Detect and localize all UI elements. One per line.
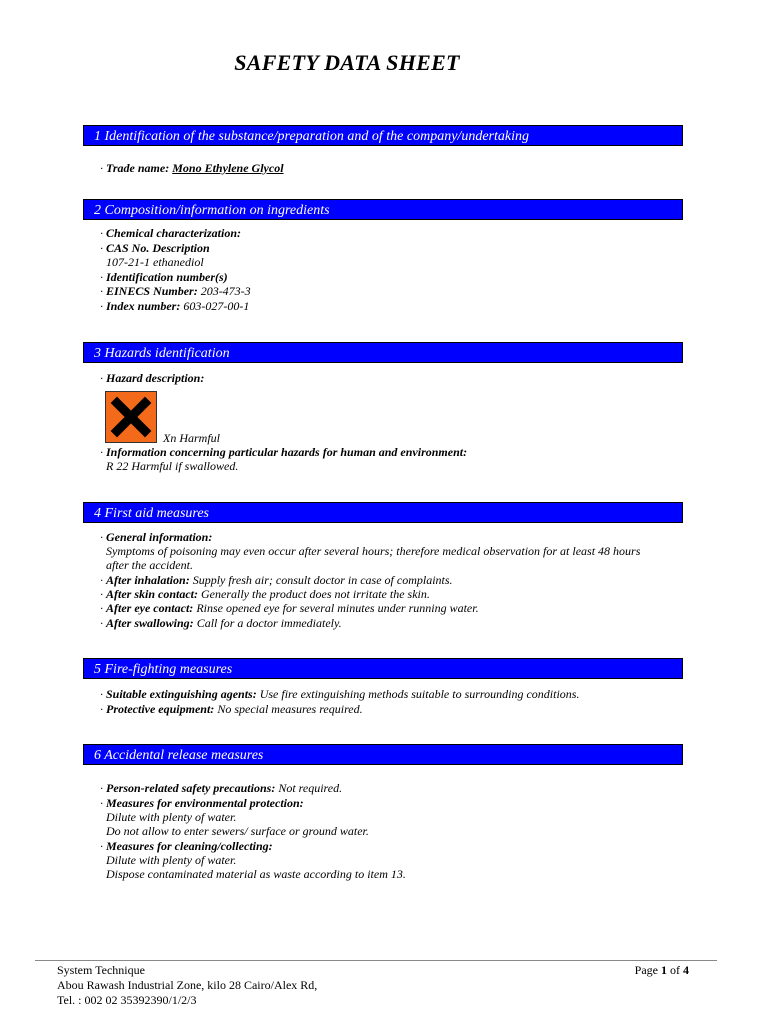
einecs-label: EINECS Number: bbox=[106, 284, 198, 298]
page-number: 1 bbox=[661, 963, 667, 977]
inhalation-value: Supply fresh air; consult doctor in case of complaints. bbox=[192, 573, 453, 587]
bullet: · bbox=[100, 601, 103, 615]
eye-line bbox=[100, 601, 479, 615]
footer-divider bbox=[35, 960, 717, 961]
hazard-symbol-caption: Xn Harmful bbox=[163, 431, 220, 445]
env-protection-line bbox=[100, 796, 304, 810]
general-info-text-1: Symptoms of poisoning may even occur after several hours; therefore medical observation for at least 48 hours bbox=[106, 544, 641, 558]
cleaning-text-1: Dilute with plenty of water. bbox=[106, 853, 237, 867]
person-precautions-label: Person-related safety precautions: bbox=[106, 781, 276, 795]
swallow-label: After swallowing: bbox=[106, 616, 194, 630]
trade-name-label: Trade name: bbox=[106, 161, 170, 175]
section-heading-3: 3 Hazards identification bbox=[83, 342, 683, 363]
footer-company: System Technique bbox=[57, 963, 145, 977]
bullet: · bbox=[100, 573, 103, 587]
extinguishing-value: Use fire extinguishing methods suitable to surrounding conditions. bbox=[259, 687, 580, 701]
section-heading-5: 5 Fire-fighting measures bbox=[83, 658, 683, 679]
section-heading-1: 1 Identification of the substance/preparation and of the company/undertaking bbox=[83, 125, 683, 146]
einecs-value: 203-473-3 bbox=[200, 284, 251, 298]
footer-address: Abou Rawash Industrial Zone, kilo 28 Cairo/Alex Rd, bbox=[57, 978, 318, 992]
cleaning-line bbox=[100, 839, 273, 853]
bullet: · bbox=[100, 284, 103, 298]
id-number-label: Identification number(s) bbox=[106, 270, 228, 284]
general-info-text-2: after the accident. bbox=[106, 558, 193, 572]
env-protection-label: Measures for environmental protection: bbox=[106, 796, 304, 810]
bullet: · bbox=[100, 241, 103, 255]
extinguishing-line bbox=[100, 687, 579, 701]
cleaning-text-2: Dispose contaminated material as waste according to item 13. bbox=[106, 867, 406, 881]
chem-char-label: Chemical characterization: bbox=[106, 226, 241, 240]
bullet: · bbox=[100, 616, 103, 630]
bullet: · bbox=[100, 371, 103, 385]
general-info-label: General information: bbox=[106, 530, 213, 544]
id-number-line bbox=[100, 270, 228, 284]
hazard-desc-label: Hazard description: bbox=[106, 371, 205, 385]
hazard-info-line bbox=[100, 445, 467, 459]
index-label: Index number: bbox=[106, 299, 181, 313]
skin-label: After skin contact: bbox=[106, 587, 198, 601]
protective-equipment-value: No special measures required. bbox=[217, 702, 363, 716]
bullet: · bbox=[100, 530, 103, 544]
skin-line bbox=[100, 587, 430, 601]
inhalation-line bbox=[100, 573, 453, 587]
index-value: 603-027-00-1 bbox=[183, 299, 250, 313]
bullet: · bbox=[100, 796, 103, 810]
bullet: · bbox=[100, 781, 103, 795]
document-title: SAFETY DATA SHEET bbox=[234, 50, 460, 75]
einecs-line bbox=[100, 284, 251, 298]
eye-label: After eye contact: bbox=[106, 601, 194, 615]
hazard-info-label: Information concerning particular hazards for human and environment: bbox=[106, 445, 468, 459]
hazard-info-value: R 22 Harmful if swallowed. bbox=[106, 459, 239, 473]
harmful-x-icon bbox=[105, 391, 157, 443]
footer-tel: Tel. : 002 02 35392390/1/2/3 bbox=[57, 993, 197, 1007]
person-precautions-line bbox=[100, 781, 342, 795]
section-heading-2: 2 Composition/information on ingredients bbox=[83, 199, 683, 220]
env-protection-text-1: Dilute with plenty of water. bbox=[106, 810, 237, 824]
bullet: · bbox=[100, 587, 103, 601]
cas-value: 107-21-1 ethanediol bbox=[106, 255, 204, 269]
bullet: · bbox=[100, 445, 103, 459]
cas-line bbox=[100, 241, 210, 255]
bullet: · bbox=[100, 839, 103, 853]
bullet: · bbox=[100, 687, 103, 701]
bullet: · bbox=[100, 226, 103, 240]
cleaning-label: Measures for cleaning/collecting: bbox=[106, 839, 273, 853]
protective-equipment-label: Protective equipment: bbox=[106, 702, 215, 716]
trade-name-line bbox=[100, 161, 284, 175]
chem-char-line bbox=[100, 226, 241, 240]
of-word: of bbox=[670, 963, 680, 977]
protective-equipment-line bbox=[100, 702, 363, 716]
bullet: · bbox=[100, 299, 103, 313]
cas-label: CAS No. Description bbox=[106, 241, 210, 255]
extinguishing-label: Suitable extinguishing agents: bbox=[106, 687, 257, 701]
skin-value: Generally the product does not irritate the skin. bbox=[201, 587, 430, 601]
general-info-line bbox=[100, 530, 212, 544]
harmful-cross-glyph bbox=[106, 392, 156, 442]
swallow-value: Call for a doctor immediately. bbox=[196, 616, 342, 630]
bullet: · bbox=[100, 702, 103, 716]
page-word: Page bbox=[634, 963, 658, 977]
trade-name-value: Mono Ethylene Glycol bbox=[172, 161, 284, 175]
inhalation-label: After inhalation: bbox=[106, 573, 190, 587]
page-total: 4 bbox=[683, 963, 689, 977]
hazard-desc-line bbox=[100, 371, 204, 385]
index-line bbox=[100, 299, 249, 313]
bullet: · bbox=[100, 270, 103, 284]
page-indicator bbox=[635, 963, 689, 978]
eye-value: Rinse opened eye for several minutes under running water. bbox=[196, 601, 479, 615]
person-precautions-value: Not required. bbox=[278, 781, 343, 795]
bullet: · bbox=[100, 161, 103, 175]
section-heading-4: 4 First aid measures bbox=[83, 502, 683, 523]
swallow-line bbox=[100, 616, 342, 630]
env-protection-text-2: Do not allow to enter sewers/ surface or ground water. bbox=[106, 824, 369, 838]
section-heading-6: 6 Accidental release measures bbox=[83, 744, 683, 765]
